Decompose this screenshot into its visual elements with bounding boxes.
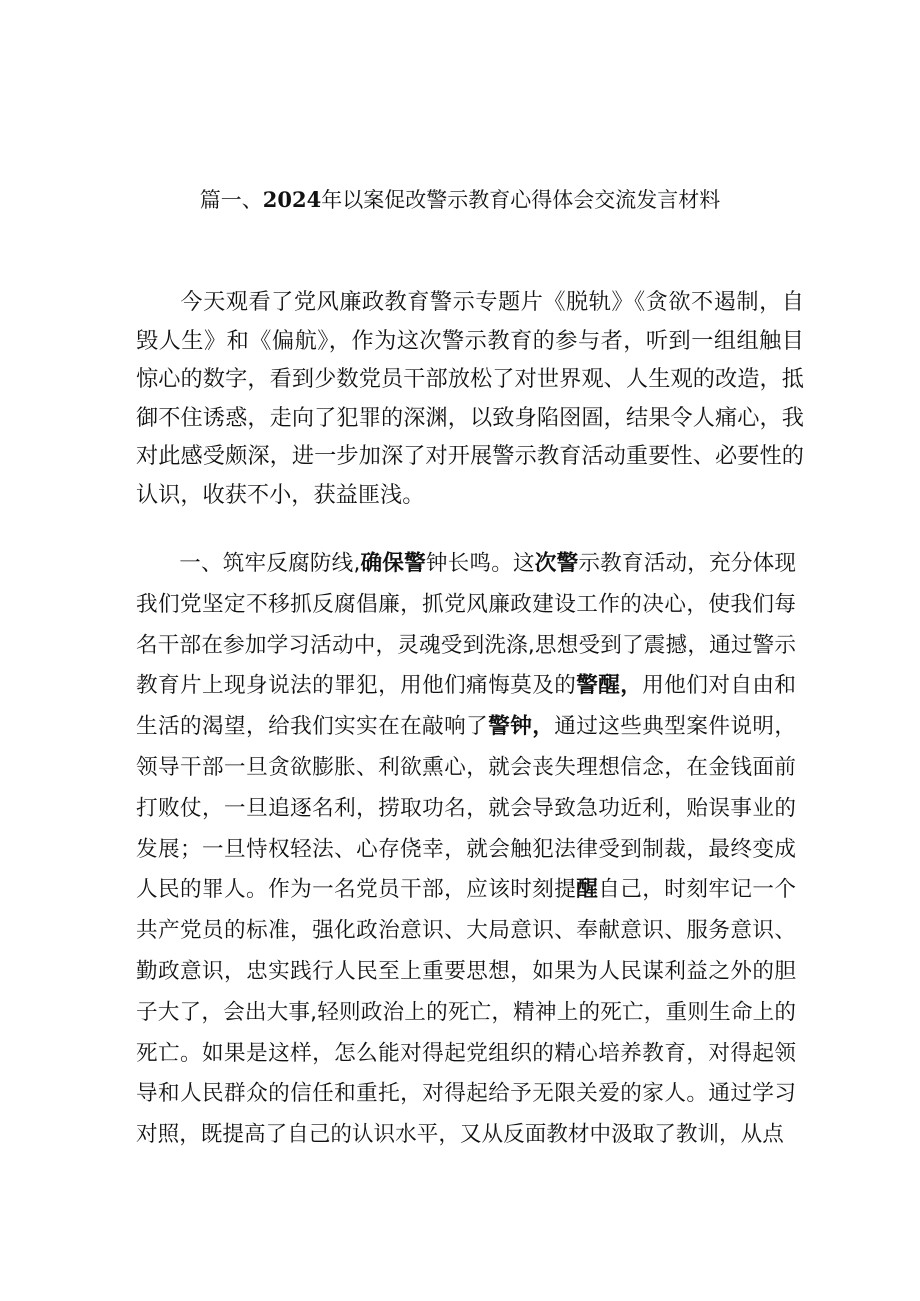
bold-segment: 醒	[576, 877, 599, 903]
text-segment: 示教育活动，充分体现我们党坚定不移抓反腐倡廉，抓党风廉政建设工作的决心，使我们每名干部在参加学习活动中，灵魂受到洗涤,思想受到了震撼，通过警示教育片上现身说法的罪犯，用他们痛悔莫及的	[136, 551, 796, 699]
text-segment: 一、筑牢反腐防线,	[179, 551, 361, 576]
text-segment: 通过这些典型案件说明，领导干部一旦贪欲膨胀、利欲熏心，就会丧失理想信念，在金钱面前打败仗，一旦追逐名利，捞取功名，就会导致急功近利，贻误事业的发展；一旦恃权轻法、心存侥幸，就会触犯法律受到制裁，最终变成人民的罪人。作为一名党员干部，应该时刻提	[136, 714, 796, 903]
title-year: 2024	[262, 187, 322, 212]
bold-segment: 次警	[534, 551, 579, 576]
section-one-paragraph	[136, 544, 796, 1156]
bold-segment: 确保警	[360, 551, 426, 576]
text-segment: 用他们对自由和生活的渴望，给我们实实在在敲响了	[136, 673, 796, 740]
title-prefix: 篇一、	[199, 188, 263, 212]
title-text: 年以案促改警示教育心得体会交流发言材料	[321, 188, 721, 212]
bold-segment: 警醒，	[576, 673, 643, 699]
text-segment: 自己，时刻牢记一个共产党员的标准，强化政治意识、大局意识、奉献意识、服务意识、勤政意识，忠实践行人民至上重要思想，如果为人民谋利益之外的胆子大了，会出大事,轻则政治上的死亡，精神上的死亡，重则生命上的死亡。如果是这样，怎么能对得起党组织的精心培养教育，对得起领导和人民群众的信任和重托，对得起给予无限关爱的家人。通过学习对照，既提高了自己的认识水平，又从反面教材中汲取了教训，从点	[136, 877, 796, 1148]
bold-segment: 警钟，	[488, 714, 555, 740]
intro-paragraph: 今天观看了党风廉政教育警示专题片《脱轨》《贪欲不遏制，自毁人生》和《偏航》，作为这次警示教育的参与者，听到一组组触目惊心的数字，看到少数党员干部放松了对世界观、人生观的改造，抵御不住诱惑，走向了犯罪的深渊，以致身陷囹圄，结果令人痛心，我对此感受颇深，进一步加深了对开展警示教育活动重要性、必要性的认识，收获不小，获益匪浅。	[136, 289, 804, 508]
text-segment: 钟长鸣。这	[425, 551, 535, 576]
document-title	[0, 182, 920, 218]
